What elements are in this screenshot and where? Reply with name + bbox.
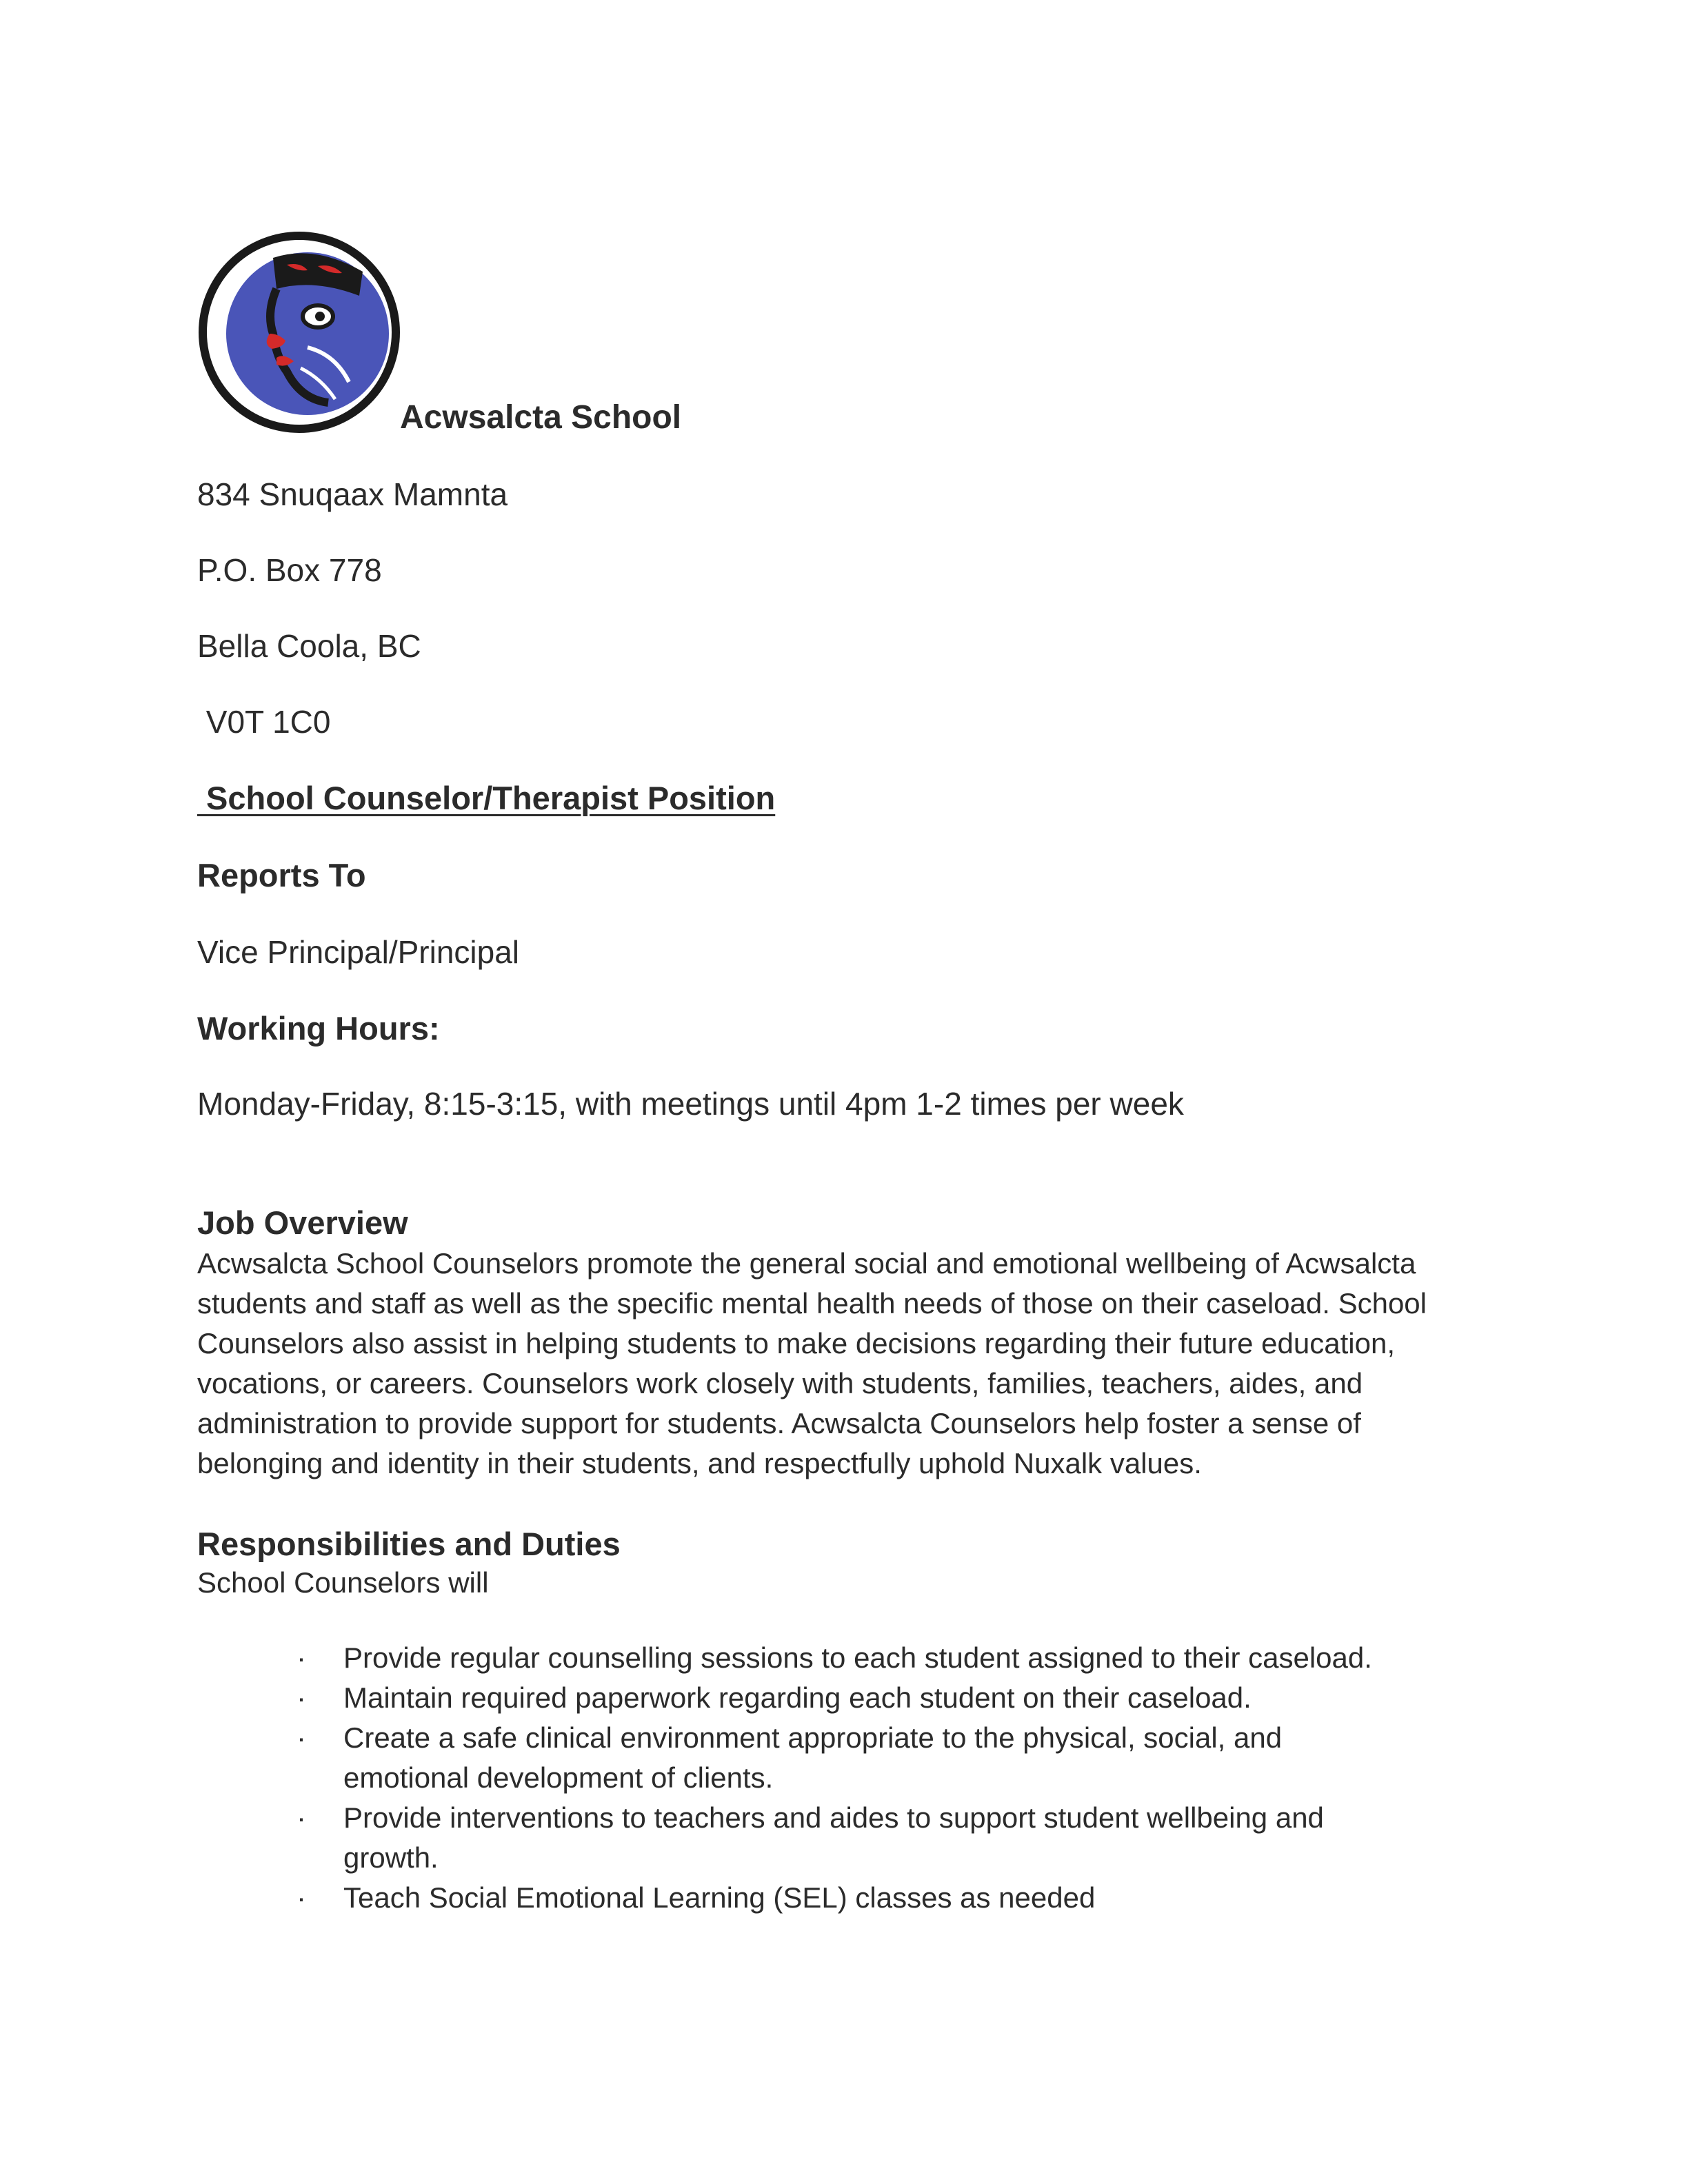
address-line-4: V0T 1C0 xyxy=(197,704,331,740)
list-item-line: growth. xyxy=(343,1841,439,1874)
working-hours-value: Monday-Friday, 8:15-3:15, with meetings until 4pm 1-2 times per week xyxy=(197,1086,1184,1122)
school-name: Acwsalcta School xyxy=(400,399,682,436)
list-item-line: Maintain required paperwork regarding each student on their caseload. xyxy=(343,1681,1252,1714)
address-line-2: P.O. Box 778 xyxy=(197,552,382,588)
bullet-symbol: · xyxy=(297,1721,306,1754)
list-item-line: Teach Social Emotional Learning (SEL) classes as needed xyxy=(343,1881,1096,1914)
list-item xyxy=(343,1878,1095,1918)
list-item-line: Provide regular counselling sessions to each student assigned to their caseload. xyxy=(343,1641,1372,1674)
list-item xyxy=(343,1718,1282,1758)
job-overview-line: Counselors also assist in helping students to make decisions regarding their future education, xyxy=(197,1327,1395,1359)
job-overview-heading: Job Overview xyxy=(197,1204,408,1241)
job-overview-line: vocations, or careers. Counselors work closely with students, families, teachers, aides, and xyxy=(197,1367,1363,1399)
reports-to-value: Vice Principal/Principal xyxy=(197,934,520,970)
school-logo xyxy=(197,230,401,434)
job-overview-line: students and staff as well as the specific mental health needs of those on their caseload. School xyxy=(197,1287,1427,1320)
list-item-continuation xyxy=(343,1838,439,1878)
list-item xyxy=(343,1798,1324,1838)
bullet-symbol: · xyxy=(297,1641,306,1674)
job-overview-line: administration to provide support for students. Acwsalcta Counselors help foster a sense of xyxy=(197,1407,1361,1439)
list-item-line: emotional development of clients. xyxy=(343,1761,774,1794)
job-overview-line: belonging and identity in their students, and respectfully uphold Nuxalk values. xyxy=(197,1447,1202,1479)
bullet-symbol: · xyxy=(297,1801,306,1834)
reports-to-heading: Reports To xyxy=(197,857,366,893)
responsibilities-intro: School Counselors will xyxy=(197,1566,489,1599)
job-overview-line: Acwsalcta School Counselors promote the general social and emotional wellbeing of Acwsalcta xyxy=(197,1247,1416,1280)
list-item xyxy=(343,1678,1252,1718)
list-item-continuation xyxy=(343,1758,773,1798)
list-item-line: Create a safe clinical environment appropriate to the physical, social, and xyxy=(343,1721,1283,1754)
job-overview-paragraph xyxy=(197,1244,1494,1484)
responsibilities-heading: Responsibilities and Duties xyxy=(197,1526,621,1562)
address-line-3: Bella Coola, BC xyxy=(197,628,421,664)
position-title: School Counselor/Therapist Position xyxy=(197,780,776,816)
list-item xyxy=(343,1638,1372,1678)
working-hours-heading: Working Hours: xyxy=(197,1010,440,1046)
bullet-symbol: · xyxy=(297,1881,306,1914)
address-line-1: 834 Snuqaax Mamnta xyxy=(197,476,508,512)
bullet-symbol: · xyxy=(297,1681,306,1714)
list-item-line: Provide interventions to teachers and aides to support student wellbeing and xyxy=(343,1801,1324,1834)
